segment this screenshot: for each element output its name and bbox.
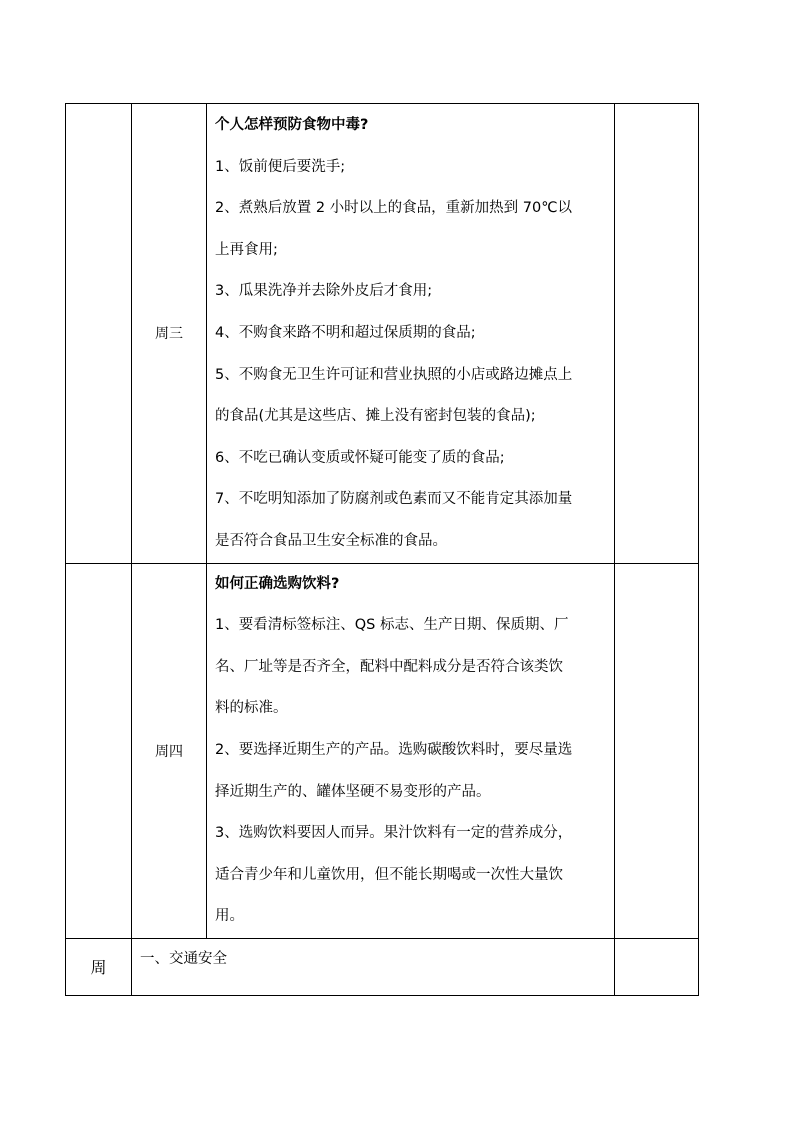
section-title: 个人怎样预防食物中毒? bbox=[215, 117, 369, 133]
content-cell bbox=[207, 563, 615, 938]
schedule-table bbox=[65, 103, 699, 996]
week-label: 周 bbox=[66, 938, 132, 995]
content-line: 2、要选择近期生产的产品。选购碳酸饮料时，要尽量选 bbox=[215, 741, 573, 758]
content-line: 3、瓜果洗净并去除外皮后才食用; bbox=[215, 283, 433, 300]
content-line: 1、饭前便后要洗手; bbox=[215, 158, 346, 175]
content-line: 料的标准。 bbox=[215, 700, 288, 717]
content-line: 适合青少年和儿童饮用，但不能长期喝或一次性大量饮 bbox=[215, 866, 563, 883]
content-line: 1、要看清标签标注、QS 标志、生产日期、保质期、厂 bbox=[215, 617, 569, 634]
section-heading: 一、交通安全 bbox=[132, 938, 615, 995]
table-row bbox=[66, 104, 699, 564]
content-cell bbox=[207, 104, 615, 564]
notes-cell bbox=[615, 563, 699, 938]
section-title: 如何正确选购饮料? bbox=[215, 575, 340, 592]
week-cell bbox=[66, 104, 132, 564]
content-line: 上再食用; bbox=[215, 241, 278, 258]
content-line: 的食品(尤其是这些店、摊上没有密封包装的食品); bbox=[215, 408, 536, 425]
content-line: 择近期生产的、罐体坚硬不易变形的产品。 bbox=[215, 783, 491, 800]
content-line: 2、煮熟后放置 2 小时以上的食品，重新加热到 70℃以 bbox=[215, 200, 573, 217]
content-line: 3、选购饮料要因人而异。果汁饮料有一定的营养成分， bbox=[215, 825, 573, 842]
table-row bbox=[66, 563, 699, 938]
content-line: 名、厂址等是否齐全，配料中配料成分是否符合该类饮 bbox=[215, 658, 563, 675]
content-line: 7、不吃明知添加了防腐剂或色素而又不能肯定其添加量 bbox=[215, 491, 573, 508]
day-cell: 周四 bbox=[132, 563, 207, 938]
notes-cell bbox=[615, 938, 699, 995]
table-row bbox=[66, 938, 699, 995]
week-cell bbox=[66, 563, 132, 938]
day-cell: 周三 bbox=[132, 104, 207, 564]
content-line: 用。 bbox=[215, 908, 244, 925]
content-line: 是否符合食品卫生安全标准的食品。 bbox=[215, 532, 447, 549]
content-line: 6、不吃已确认变质或怀疑可能变了质的食品; bbox=[215, 449, 505, 466]
content-line: 4、不购食来路不明和超过保质期的食品; bbox=[215, 324, 476, 341]
content-line: 5、不购食无卫生许可证和营业执照的小店或路边摊点上 bbox=[215, 366, 573, 383]
notes-cell bbox=[615, 104, 699, 564]
